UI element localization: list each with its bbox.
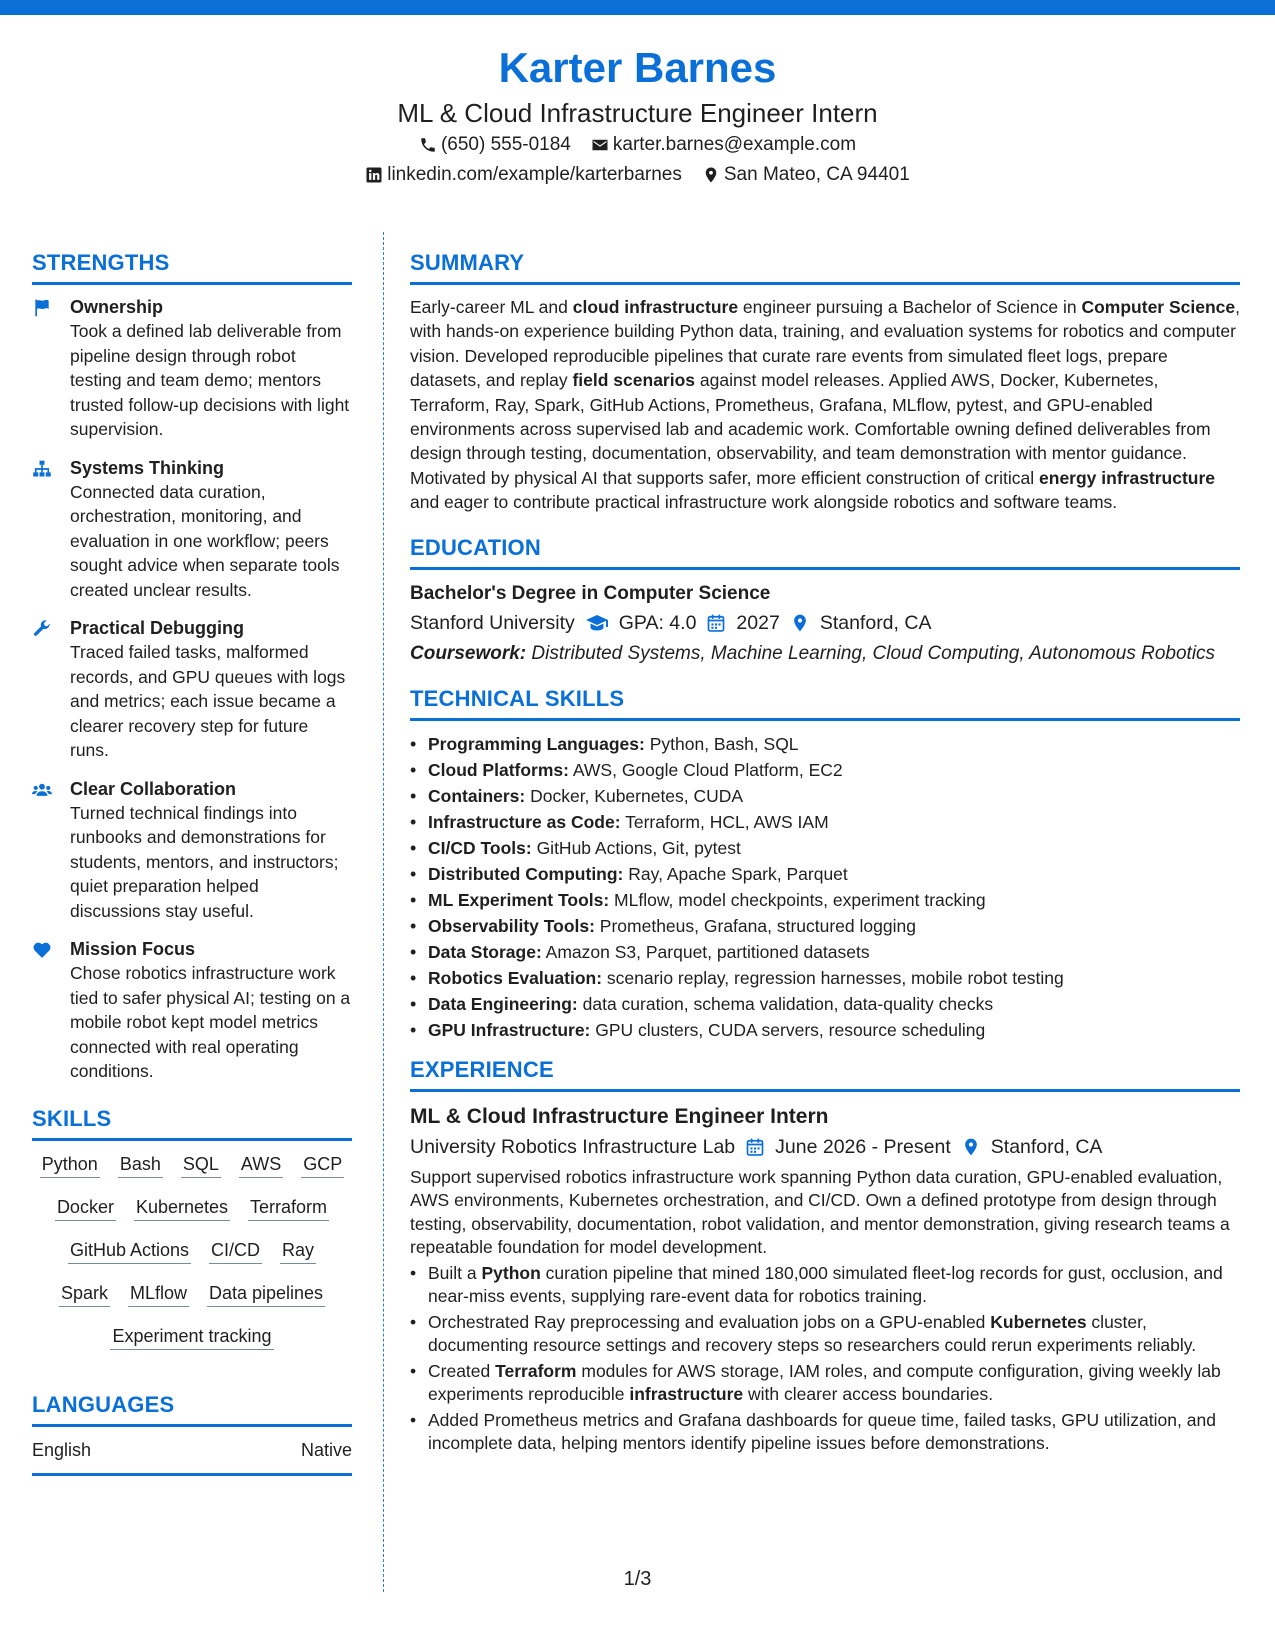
job-bullet [410,1360,1240,1407]
emphasis-text: Python [481,1262,541,1283]
technical-skill-item [410,757,1240,783]
skill-values: Amazon S3, Parquet, partitioned datasets [541,941,870,962]
linkedin-text[interactable]: linkedin.com/example/karterbarnes [387,164,682,185]
technical-skill-item [410,783,1240,809]
strength-item [32,295,352,442]
skill-tag: Experiment tracking [110,1323,273,1350]
calendar-icon [745,1137,765,1157]
education-heading: EDUCATION [410,533,1240,570]
education-location: Stanford, CA [819,611,932,634]
page-number: 1/3 [623,1568,652,1590]
skill-tag: Terraform [248,1194,329,1221]
strength-text: Connected data curation, orchestration, monitoring, and evaluation in one workflow; peers sought advice when separate tools created unclear results. [70,481,340,600]
skill-values: Python, Bash, SQL [644,733,799,754]
emphasis-text: Kubernetes [990,1311,1087,1332]
job-bullet [410,1311,1240,1358]
skills-row [32,1237,352,1264]
phone-item [419,130,571,160]
users-icon [32,777,70,924]
strength-text: Traced failed tasks, malformed records, and GPU queues with logs and metrics; each issue became a clearer recovery step for future runs. [70,642,346,760]
text-run: Added Prometheus metrics and Grafana dashboards for queue time, failed tasks, GPU utilization, and incomplete data, helping mentors identify pipeline issues before demonstrations. [428,1409,1216,1454]
languages-heading: LANGUAGES [32,1390,352,1427]
skills-heading: SKILLS [32,1104,352,1141]
skill-values: data curation, schema validation, data-quality checks [577,993,994,1014]
experience-heading: EXPERIENCE [410,1055,1240,1092]
technical-skill-item [410,861,1240,887]
skill-tag: Spark [59,1280,110,1307]
text-run: curation pipeline that mined 180,000 simulated fleet-log records for gust, occlusion, and near-miss events, supplying rare-event data for robotics training. [428,1262,1223,1307]
text-run: against model releases. Applied AWS, Docker, Kubernetes, Terraform, Ray, Spark, GitHub Actions, Prometheus, Grafana, MLflow, pytest, and GPU-enabled environments across supervised lab and academic work. Comfortable owning defined deliverables from design through testing, documentation, observability, and team demonstration with mentor guidance. Motivated by physical AI that supports safer, more efficient construction of critical [410,370,1211,488]
language-name: English [32,1439,92,1460]
skill-tag: GitHub Actions [68,1237,191,1264]
candidate-role: ML & Cloud Infrastructure Engineer Intern [397,98,878,128]
skill-category: CI/CD Tools: [428,837,532,858]
job-dates: June 2026 - Present [775,1135,951,1158]
coursework-list: Distributed Systems, Machine Learning, Cloud Computing, Autonomous Robotics [531,642,1216,664]
skill-tag: Kubernetes [134,1194,230,1221]
skill-values: Docker, Kubernetes, CUDA [525,785,744,806]
skill-tag: AWS [239,1151,283,1178]
technical-skill-item [410,965,1240,991]
email-item [591,130,856,160]
job-org: University Robotics Infrastructure Lab [410,1135,736,1158]
emphasis-text: infrastructure [629,1384,744,1405]
language-level: Native [300,1439,352,1460]
skill-category: Data Engineering: [428,993,578,1014]
right-column [410,248,1240,1458]
emphasis-text: Computer Science [1081,297,1236,317]
job-meta [410,1132,1240,1162]
map-pin-icon [790,613,810,633]
graduation-cap-icon [585,611,609,635]
skills-row [32,1151,352,1178]
text-run: , with hands-on experience building Python data, training, and evaluation systems for robotics and computer vision. Developed reproducible pipelines that curate rare events from simulated fleet logs, prepare datasets, and replay [410,297,1241,391]
phone-text[interactable]: (650) 555-0184 [440,134,571,155]
gpa-text: GPA: 4.0 [618,611,697,634]
candidate-name: Karter Barnes [498,44,777,91]
skills-row [32,1194,352,1221]
skill-values: scenario replay, regression harnesses, mobile robot testing [602,967,1064,988]
calendar-icon [706,613,726,633]
technical-skills-heading: TECHNICAL SKILLS [410,684,1240,721]
skill-values: AWS, Google Cloud Platform, EC2 [568,759,843,780]
skill-tag: Data pipelines [207,1280,325,1307]
strength-text: Chose robotics infrastructure work tied to safer physical AI; testing on a mobile robot kept model metrics connected with real operating conditions. [70,963,351,1081]
map-pin-icon [961,1137,981,1157]
map-pin-icon [702,166,720,184]
coursework-label: Coursework: [410,642,527,664]
resume-header [0,40,1275,190]
top-accent-bar [0,0,1275,15]
skill-category: Data Storage: [428,941,542,962]
skill-category: Robotics Evaluation: [428,967,603,988]
text-run: cluster, documenting resource settings and recovery steps so researchers could rerun experiments reliably. [428,1311,1197,1356]
linkedin-item [365,160,682,190]
skill-tag: Python [40,1151,100,1178]
technical-skill-item [410,991,1240,1017]
summary-text [410,295,1240,515]
sitemap-icon [32,456,70,603]
skill-tag: SQL [181,1151,221,1178]
email-text[interactable]: karter.barnes@example.com [612,134,857,155]
phone-icon [419,136,437,154]
skill-tag: MLflow [128,1280,189,1307]
strength-item [32,937,352,1084]
text-run: Orchestrated Ray preprocessing and evaluation jobs on a GPU-enabled [428,1311,991,1332]
skills-row [32,1280,352,1307]
technical-skill-item [410,731,1240,757]
emphasis-text: cloud infrastructure [572,297,739,317]
envelope-icon [591,136,609,154]
skill-category: Distributed Computing: [428,863,624,884]
text-run: and eager to contribute practical infrastructure work alongside robotics and software teams. [410,492,1118,513]
skills-row [32,1323,352,1350]
emphasis-text: Terraform [495,1360,577,1381]
location-item [702,160,910,190]
skill-values: Terraform, HCL, AWS IAM [620,811,829,832]
skill-tag: CI/CD [209,1237,262,1264]
skill-category: Observability Tools: [428,915,595,936]
technical-skill-item [410,913,1240,939]
location-text: San Mateo, CA 94401 [723,164,910,185]
skill-category: GPU Infrastructure: [428,1019,591,1040]
skill-category: ML Experiment Tools: [428,889,610,910]
text-run: Created [428,1360,496,1381]
degree-title: Bachelor's Degree in Computer Science [410,582,771,604]
job-location: Stanford, CA [990,1135,1103,1158]
skill-values: GitHub Actions, Git, pytest [531,837,741,858]
technical-skill-item [410,809,1240,835]
skill-values: Prometheus, Grafana, structured logging [594,915,916,936]
strength-title: Practical Debugging [70,618,245,638]
job-bullets [410,1262,1240,1456]
text-run: engineer pursuing a Bachelor of Science in [738,297,1082,317]
skill-tag: Ray [280,1237,316,1264]
contact-row-1 [0,130,1275,160]
job-bullet [410,1409,1240,1456]
skill-category: Infrastructure as Code: [428,811,621,832]
strengths-heading: STRENGTHS [32,248,352,285]
language-row [32,1437,352,1476]
emphasis-text: field scenarios [572,370,696,391]
skill-values: MLflow, model checkpoints, experiment tracking [609,889,986,910]
technical-skill-item [410,1017,1240,1043]
flag-icon [32,295,70,442]
technical-skills-list [410,731,1240,1043]
emphasis-text: energy infrastructure [1039,467,1216,488]
text-run: with clearer access boundaries. [743,1384,994,1405]
skill-values: GPU clusters, CUDA servers, resource scheduling [590,1019,986,1040]
skill-category: Programming Languages: [428,733,645,754]
school-name: Stanford University [410,611,575,634]
heart-icon [32,937,70,1084]
education-meta [410,608,1240,638]
strength-title: Ownership [70,297,164,317]
job-bullet [410,1262,1240,1309]
graduation-year: 2027 [736,611,780,634]
strength-title: Systems Thinking [70,457,225,478]
strength-item [32,777,352,924]
job-description: Support supervised robotics infrastructure work spanning Python data curation, GPU-enabled evaluation, AWS environments, Kubernetes orchestration, and CI/CD. Own a defined prototype from design through testing, observability, documentation, robot validation, and mentor demonstration, giving research teams a repeatable foundation for model development. [410,1166,1230,1258]
linkedin-icon [365,166,383,184]
strength-item [32,456,352,603]
text-run: modules for AWS storage, IAM roles, and compute configuration, giving weekly lab experiments reproducible [428,1360,1221,1405]
skill-category: Containers: [428,785,526,806]
strength-text: Took a defined lab deliverable from pipeline design through robot testing and team demo; mentors trusted follow-up decisions with light supervision. [70,321,350,439]
skill-values: Ray, Apache Spark, Parquet [623,863,848,884]
strength-item [32,616,352,763]
text-run: Built a [428,1262,482,1283]
contact-row-2 [0,160,1275,190]
strength-title: Mission Focus [70,939,196,959]
left-column [32,248,352,1476]
skill-category: Cloud Platforms: [428,759,569,780]
coursework [410,642,1240,666]
summary-heading: SUMMARY [410,248,1240,285]
skills-tags [32,1151,352,1350]
text-run: Early-career ML and [410,297,573,317]
strength-title: Clear Collaboration [70,778,237,799]
job-title: ML & Cloud Infrastructure Engineer Intern [410,1104,829,1128]
technical-skill-item [410,887,1240,913]
wrench-icon [32,616,70,763]
strength-text: Turned technical findings into runbooks and demonstrations for students, mentors, and instructors; quiet preparation helped discussions stay useful. [70,802,339,921]
technical-skill-item [410,939,1240,965]
skill-tag: GCP [301,1151,344,1178]
skill-tag: Bash [118,1151,163,1178]
skill-tag: Docker [55,1194,116,1221]
column-divider [383,232,384,1592]
technical-skill-item [410,835,1240,861]
